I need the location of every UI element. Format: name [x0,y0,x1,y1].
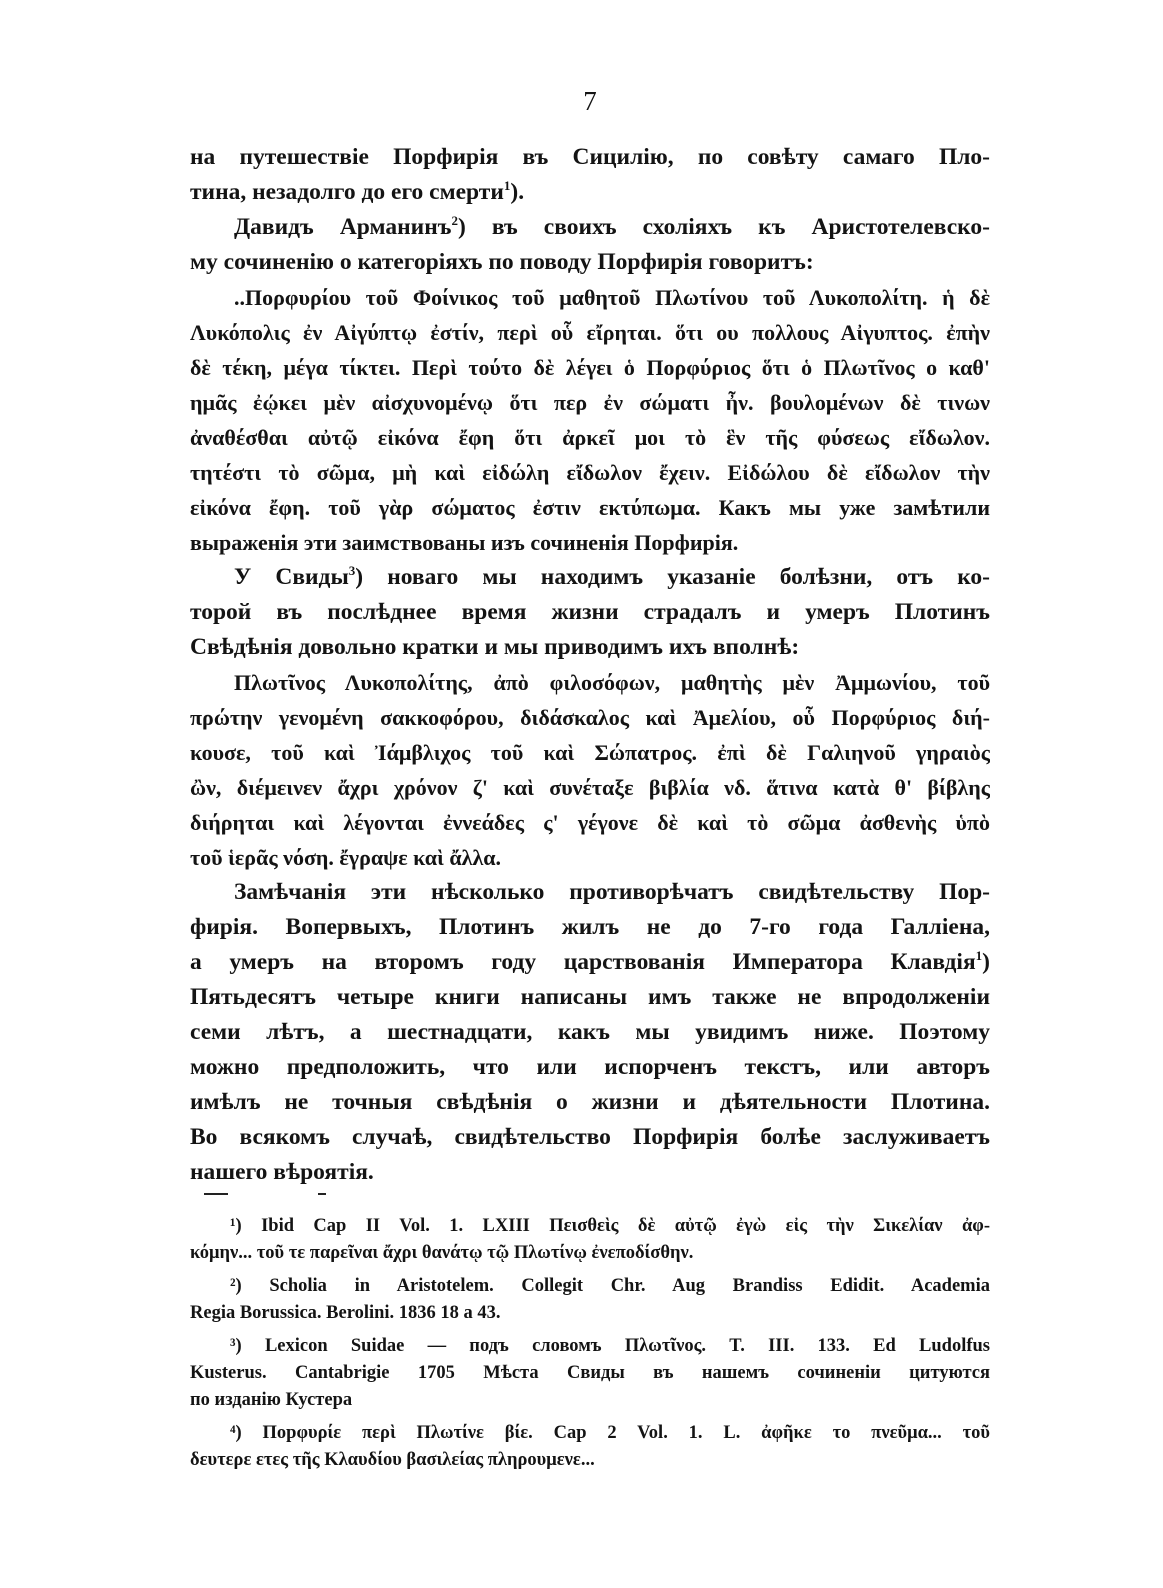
line-text: фирія. Вопервыхъ, Плотинъ жилъ не до 7-го года Галліена, [190,914,990,940]
line-text: Давидъ Арманинъ [234,214,452,240]
text-line [190,280,990,315]
line-text: на путешествіе Порфирія въ Сицилію, по совѣту самаго Пло- [190,144,990,170]
footnote-separator-left [204,1193,228,1195]
footnote-line: δευτερε ετες τῆς Κλαυδίου βασιλείας πληρουμενε... [190,1450,595,1470]
text-line [190,1120,990,1155]
footnote-line: ¹) Ibid Cap II Vol. 1. LXIII Πεισθεὶς δὲ αὐτῷ ἐγὼ εἰς τὴν Σικελίαν ἀφ- [230,1216,990,1236]
text-line [190,315,990,350]
footnote-line: κόμην... τοῦ τε παρεῖναι ἄχρι θανάτῳ τῷ Πλωτίνῳ ἐνεποδίσθην. [190,1243,694,1263]
footnote-separator-right [318,1193,326,1195]
line-text: семи лѣтъ, а шестнадцати, какъ мы увидимъ ниже. Поэтому [190,1019,990,1045]
line-text: διήρηται καὶ λέγονται ἐννεάδες ς' γέγονε δὲ καὶ τὸ σῶμα ἀσθενὴς ὑπὸ [190,810,990,835]
line-text: выраженія эти заимствованы изъ сочиненія Порфирія. [190,530,739,555]
footnote-line: Kusterus. Cantabrigie 1705 Мѣста Свиды въ нашемъ сочиненіи цитуются [190,1363,990,1383]
line-text: τητέστι τὸ σῶμα, μὴ καὶ εἰδώλη εἴδωλον ἔχειν. Εἰδώλου δὲ εἴδωλον τὴν [190,460,990,485]
footnote-marker[interactable]: 1 [503,178,511,193]
line-text: имѣлъ не точныя свѣдѣнія о жизни и дѣятельности Плотина. [190,1089,990,1115]
line-text-tail: ) новаго мы находимъ указаніе болѣзни, отъ ко- [355,564,990,590]
line-text: ἀναθέσθαι αὐτῷ εἰκόνα ἔφη ὅτι ἀρκεῖ μοι τὸ ἓν τῆς φύσεως εἴδωλον. [190,425,990,450]
footnote-marker[interactable]: 3 [348,563,356,578]
footnote-line: ²) Scholia in Aristotelem. Collegit Chr. Aug Brandiss Edidit. Academia [230,1276,990,1296]
line-text: Λυκόπολις ἐν Αἰγύπτῳ ἐστίν, περὶ οὗ εἴρηται. ὅτι ου πολλους Αἰγυπτος. ἐπὴν [190,320,990,345]
line-text: τοῦ ἱερᾶς νόση. ἔγραψε καὶ ἄλλα. [190,845,502,870]
text-line [190,560,990,595]
text-line [190,980,990,1015]
text-line [190,665,990,700]
text-line [190,1015,990,1050]
line-text: У Свиды [234,564,349,590]
paragraph [190,875,990,1190]
line-text: Πλωτῖνος Λυκοπολίτης, ἀπὸ φιλοσόφων, μαθητὴς μὲν Ἀμμωνίου, τοῦ [234,670,990,695]
text-line [190,770,990,805]
footnote-line: Regia Borussica. Berolini. 1836 18 a 43. [190,1303,501,1323]
footnotes [190,1213,990,1474]
text-line [190,245,990,280]
text-line [190,1085,990,1120]
paragraph [190,560,990,665]
text-line [190,630,990,665]
line-text: κουσε, τοῦ καὶ Ἰάμβλιχος τοῦ καὶ Σώπατρος. ἐπὶ δὲ Γαλιηνοῦ γηραιὸς [190,740,990,765]
line-text: торой въ послѣднее время жизни страдалъ и умеръ Плотинъ [190,599,990,625]
footnote-line: по изданію Кустера [190,1390,353,1410]
line-text: ..Πορφυρίου τοῦ Φοίνικος τοῦ μαθητοῦ Πλωτίνου τοῦ Λυκοπολίτη. ἡ δὲ [234,285,990,310]
line-text: δὲ τέκη, μέγα τίκτει. Περὶ τούτο δὲ λέγει ὁ Πορφύριος ὅτι ὁ Πλωτῖνος ο καθ' [190,355,990,380]
text-line [190,385,990,420]
text-line [190,700,990,735]
line-text: нашего вѣроятія. [190,1159,374,1185]
footnote [190,1333,990,1414]
text-line [190,490,990,525]
text-line [190,735,990,770]
footnote [190,1273,990,1327]
line-text: тина, незадолго до его смерти [190,179,504,205]
text-line [190,595,990,630]
line-text: Свѣдѣнія довольно кратки и мы приводимъ ихъ вполнѣ: [190,634,800,660]
footnote-line: ⁴) Порφυρίε περὶ Πλωτίνε βίε. Cap 2 Vol. 1. L. ἀφῆκε το πνεῦμα... τοῦ [230,1423,990,1443]
footnote-line: ³) Lexicon Suidae — подъ словомъ Πλωτῖνος. T. III. 133. Ed Ludolfus [230,1336,990,1356]
paragraph [190,140,990,210]
text-line [190,840,990,875]
text-line [190,210,990,245]
line-text: Во всякомъ случаѣ, свидѣтельство Порфирія болѣе заслуживаетъ [190,1124,990,1150]
text-line [190,175,990,210]
text-line [190,805,990,840]
main-text [190,140,990,1190]
text-line [190,1050,990,1085]
greek-quote-paragraph [190,665,990,875]
footnote [190,1213,990,1267]
line-text: εἰκόνα ἔφη. τοῦ γὰρ σώματος ἐστιν εκτύπωμα. Какъ мы уже замѣтили [190,495,990,520]
text-line [190,455,990,490]
text-line [190,945,990,980]
footnote-marker[interactable]: 2 [451,213,458,228]
page-number: 7 [583,86,597,116]
line-text: πρώτην γενομένη σακκοφόρου, διδάσκαλος καὶ Ἀμελίου, οὗ Πορφύριος διή- [190,705,990,730]
text-line [190,140,990,175]
line-text: Замѣчанія эти нѣсколько противорѣчатъ свидѣтельству Пор- [234,879,990,905]
text-line [190,525,990,560]
line-text-tail: ) [982,949,990,975]
text-line [190,910,990,945]
line-text: Пятьдесятъ четыре книги написаны имъ также не впродолженіи [190,984,990,1010]
line-text-tail: ) въ своихъ схоліяхъ къ Аристотелевско- [457,214,990,240]
paragraph [190,210,990,280]
footnote [190,1420,990,1474]
text-line [190,1155,990,1190]
line-text: ημᾶς ἐῴκει μὲν αἰσχυνομένῳ ὅτι περ ἐν σώματι ἦν. βουλομένων δὲ τινων [190,390,990,415]
line-text: можно предположить, что или испорченъ текстъ, или авторъ [190,1054,990,1080]
footnote-marker[interactable]: 1 [975,948,983,963]
line-text: а умеръ на второмъ году царствованія Императора Клавдія [190,949,976,975]
line-text: му сочиненію о категоріяхъ по поводу Порфирія говоритъ: [190,249,814,275]
greek-quote-paragraph [190,280,990,560]
line-text-tail: ). [510,179,525,205]
text-line [190,350,990,385]
text-line [190,420,990,455]
text-line [190,875,990,910]
line-text: ὢν, διέμεινεν ἄχρι χρόνον ζ' καὶ συνέταξε βιβλία νδ. ἅτινα κατὰ θ' βίβλης [190,775,990,800]
